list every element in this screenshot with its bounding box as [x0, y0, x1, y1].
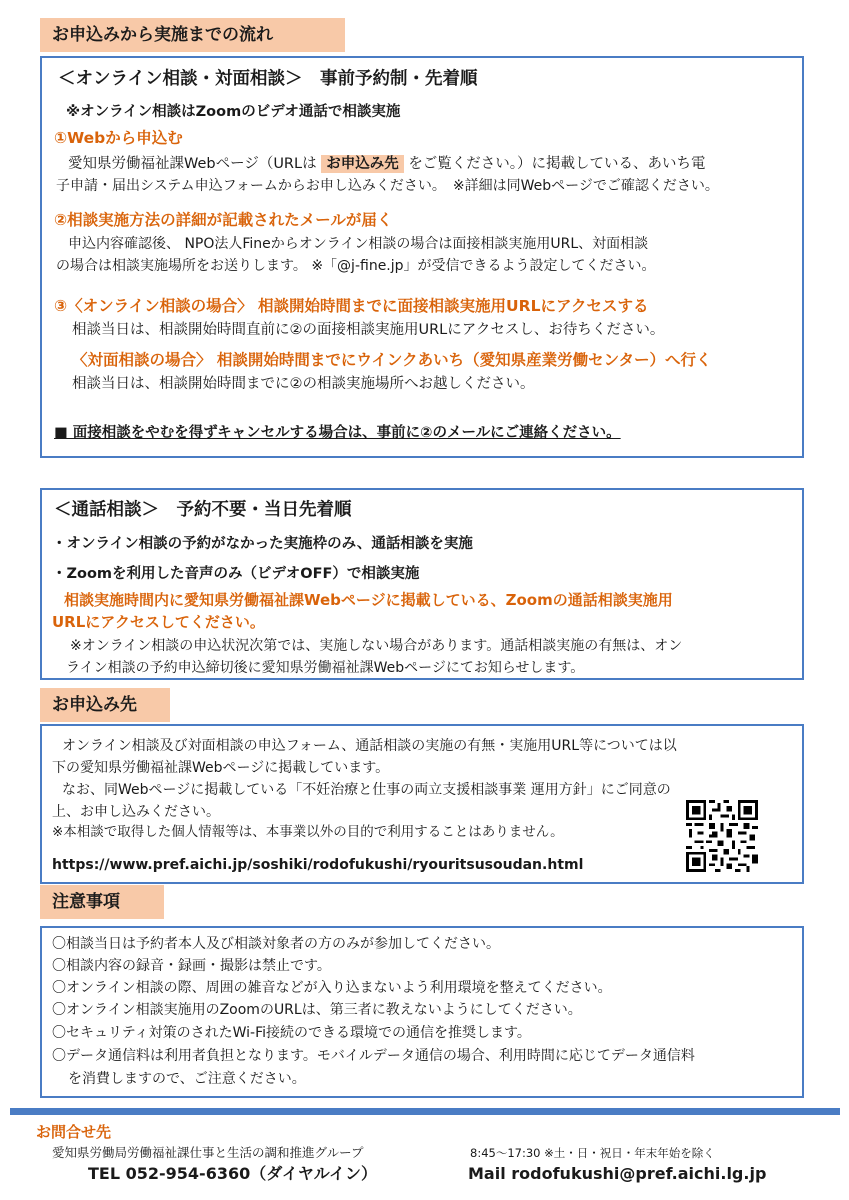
step2-line1: 申込内容確認後、 NPO法人Fineからオンライン相談の場合は面接相談実施用URL、対面相談	[68, 236, 649, 252]
phone-note-line-2: ライン相談の予約申込締切後に愛知県労働福祉課Webページにてお知らせします。	[66, 660, 585, 676]
contact-tel[interactable]: TEL 052-954-6360（ダイヤルイン）	[88, 1164, 377, 1183]
phone-note-line-1: ※オンライン相談の申込状況次第では、実施しない場合があります。通話相談実施の有無は、オン	[70, 638, 683, 654]
apply-line-2: 下の愛知県労働福祉課Webページに掲載しています。	[52, 760, 390, 776]
note-item-3: 〇オンライン相談の際、周囲の雑音などが入り込まないよう利用環境を整えてください。	[52, 980, 612, 996]
phone-title: ＜通話相談＞ 予約不要・当日先着順	[54, 500, 352, 520]
phone-bullet-1: ・オンライン相談の予約がなかった実施枠のみ、通話相談を実施	[52, 536, 473, 552]
cancel-note: ■ 面接相談をやむを得ずキャンセルする場合は、事前に②のメールにご連絡ください。	[54, 425, 621, 441]
apply-line-3: なお、同Webページに掲載している「不妊治療と仕事の両立支援相談事業 運用方針」にご同意の	[62, 782, 671, 798]
step1-post: をご覧ください。）に掲載している、あいち電	[408, 156, 706, 172]
footer-divider	[10, 1108, 840, 1115]
step3b-heading: 〈対面相談の場合〉 相談開始時間までにウインクあいち（愛知県産業労働センター）へ行く	[72, 351, 712, 369]
step2-heading: ②相談実施方法の詳細が記載されたメールが届く	[54, 211, 393, 229]
contact-mail[interactable]: Mail rodofukushi@pref.aichi.lg.jp	[468, 1164, 767, 1183]
contact-header: お問合せ先	[36, 1123, 112, 1141]
step1-pre: 愛知県労働福祉課Webページ（URLは	[68, 156, 317, 172]
step3b-line: 相談当日は、相談開始時間までに②の相談実施場所へお越しください。	[72, 376, 535, 392]
flow-section-header: お申込みから実施までの流れ	[40, 18, 345, 52]
zoom-note: ※オンライン相談はZoomのビデオ通話で相談実施	[66, 104, 401, 120]
apply-url-link[interactable]: https://www.pref.aichi.jp/soshiki/rodofukushi/ryouritsusoudan.html	[52, 857, 584, 873]
step2-line2: の場合は相談実施場所をお送りします。 ※「@j-fine.jp」が受信できるよう設定してください。	[56, 258, 656, 274]
apply-line-4: 上、お申し込みください。	[52, 804, 220, 820]
step1-line1	[68, 154, 706, 174]
phone-bullet-2: ・Zoomを利用した音声のみ（ビデオOFF）で相談実施	[52, 566, 420, 582]
note-item-2: 〇相談内容の録音・録画・撮影は禁止です。	[52, 958, 331, 974]
apply-line-1: オンライン相談及び対面相談の申込フォーム、通話相談の実施の有無・実施用URL等については以	[62, 738, 677, 754]
note-item-1: 〇相談当日は予約者本人及び相談対象者の方のみが参加してください。	[52, 936, 500, 952]
apply-section-header: お申込み先	[40, 688, 170, 722]
note-item-5: 〇セキュリティ対策のされたWi-Fi接続のできる環境での通信を推奨します。	[52, 1025, 531, 1041]
note-item-6-cont: を消費しますので、ご注意ください。	[68, 1071, 306, 1087]
note-item-4: 〇オンライン相談実施用のZoomのURLは、第三者に教えないようにしてください。	[52, 1002, 582, 1018]
step1-heading: ①Webから申込む	[54, 129, 183, 147]
contact-org: 愛知県労働局労働福祉課仕事と生活の調和推進グループ	[52, 1145, 364, 1160]
phone-orange-line-2: URLにアクセスしてください。	[52, 613, 265, 631]
notes-section-header: 注意事項	[40, 885, 164, 919]
privacy-note: ※本相談で取得した個人情報等は、本事業以外の目的で利用することはありません。	[52, 824, 564, 840]
phone-orange-line-1: 相談実施時間内に愛知県労働福祉課Webページに掲載している、Zoomの通話相談実施用	[64, 591, 673, 609]
qr-code-icon[interactable]	[686, 800, 758, 872]
step3-line: 相談当日は、相談開始時間直前に②の面接相談実施用URLにアクセスし、お待ちください。	[72, 322, 665, 338]
apply-link-highlight[interactable]: お申込み先	[321, 155, 404, 173]
step1-line2: 子申請・届出システム申込フォームからお申し込みください。 ※詳細は同Webページでご確認ください。	[56, 178, 719, 194]
note-item-6: 〇データ通信料は利用者負担となります。モバイルデータ通信の場合、利用時間に応じてデータ通信料	[52, 1048, 695, 1064]
contact-hours: 8:45～17:30 ※土・日・祝日・年末年始を除く	[470, 1146, 715, 1160]
step3-heading: ③〈オンライン相談の場合〉 相談開始時間までに面接相談実施用URLにアクセスする	[54, 297, 649, 315]
flow-title: ＜オンライン相談・対面相談＞ 事前予約制・先着順	[58, 69, 478, 89]
